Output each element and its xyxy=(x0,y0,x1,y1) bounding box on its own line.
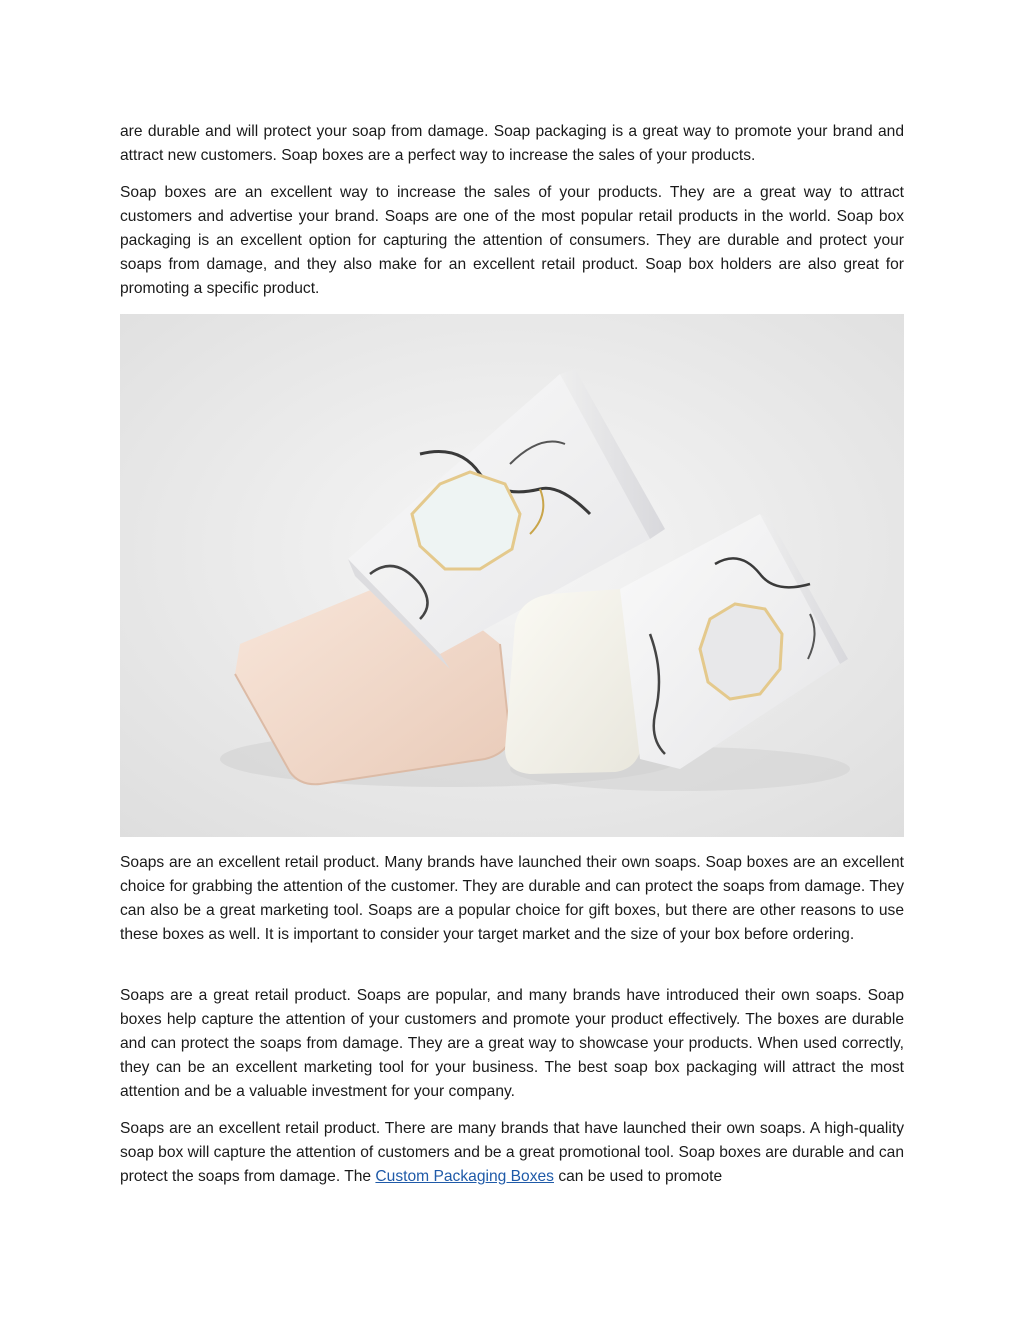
paragraph-5-text-before: Soaps are an excellent retail product. There are many brands that have launched their own soaps. A high-quality soap box will capture the attention of customers and be a great promotional tool. Soap boxes are durable and can protect the soaps from damage. The xyxy=(120,1120,904,1185)
paragraph-1: are durable and will protect your soap from damage. Soap packaging is a great way to promote your brand and attract new customers. Soap boxes are a perfect way to increase the sales of your products. xyxy=(120,123,904,164)
paragraph-2: Soap boxes are an excellent way to increase the sales of your products. They are a great way to attract customers and advertise your brand. Soaps are one of the most popular retail products in the world. Soap box packaging is an excellent option for capturing the attention of consumers. They are durable and protect your soaps from damage, and they also make for an excellent retail product. Soap box holders are also great for promoting a specific product. xyxy=(120,184,904,297)
soap-boxes-photo xyxy=(120,314,904,837)
paragraph-3: Soaps are an excellent retail product. Many brands have launched their own soaps. Soap boxes are an excellent choice for grabbing the attention of the customer. They are durable and can protect the soaps from damage. They can also be a great marketing tool. Soaps are a popular choice for gift boxes, but there are other reasons to use these boxes as well. It is important to consider your target market and the size of your box before ordering. xyxy=(120,854,904,943)
paragraph-5-text-after: can be used to promote xyxy=(553,1168,723,1185)
paragraph-5 xyxy=(120,1117,904,1189)
paragraph-4: Soaps are a great retail product. Soaps are popular, and many brands have introduced their own soaps. Soap boxes help capture the attention of your customers and promote your product effectively. The boxes are durable and can protect the soaps from damage. They are a great way to showcase your products. When used correctly, they can be an excellent marketing tool for your business. The best soap box packaging will attract the most attention and be a valuable investment for your company. xyxy=(120,987,904,1100)
custom-packaging-boxes-link[interactable]: Custom Packaging Boxes xyxy=(375,1168,554,1185)
